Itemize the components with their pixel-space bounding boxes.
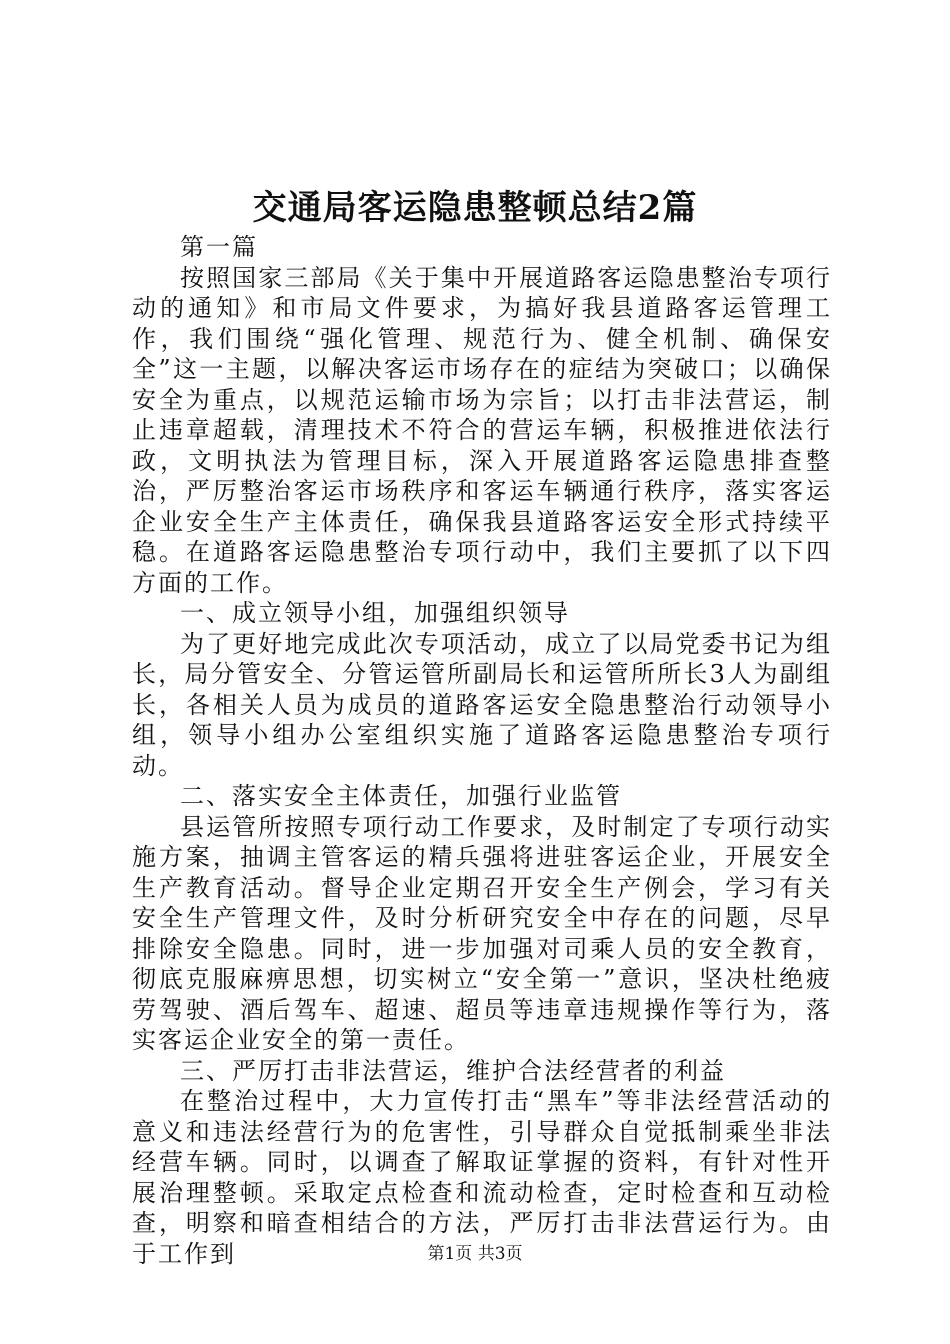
document-title: 交通局客运隐患整顿总结2篇 xyxy=(252,188,698,228)
section-heading: 一、成立领导小组，加强组织领导 xyxy=(180,599,570,627)
page-number-footer: 第1页 共3页 xyxy=(427,1244,523,1264)
body-paragraph: 县运管所按照专项行动工作要求，及时制定了专项行动实施方案，抽调主管客运的精兵强将进驻客运企业，开展安全生产教育活动。督导企业定期召开安全生产例会，学习有关安全生产管理文件，及时分析研究安全中存在的问题，尽早排除安全隐患。同时，进一步加强对司乘人员的安全教育，彻底克服麻痹思想，切实树立“安全第一”意识，坚决杜绝疲劳驾驶、酒后驾车、超速、超员等违章违规操作等行为，落实客运企业安全的第一责任。 xyxy=(132,812,832,1054)
section-heading-first: 第一篇 xyxy=(180,233,258,261)
document-body xyxy=(132,232,832,1269)
section-heading: 二、落实安全主体责任，加强行业监管 xyxy=(180,782,622,810)
body-paragraph: 按照国家三部局《关于集中开展道路客运隐患整治专项行动的通知》和市局文件要求，为搞好我县道路客运管理工作，我们围绕“强化管理、规范行为、健全机制、确保安全”这一主题，以解决客运市场存在的症结为突破口；以确保安全为重点，以规范运输市场为宗旨；以打击非法营运，制止违章超载，清理技术不符合的营运车辆，积极推进依法行政，文明执法为管理目标，深入开展道路客运隐患排查整治，严厉整治客运市场秩序和客运车辆通行秩序，落实客运企业安全生产主体责任，确保我县道路客运安全形式持续平稳。在道路客运隐患整治专项行动中，我们主要抓了以下四方面的工作。 xyxy=(132,263,832,597)
section-heading: 三、严厉打击非法营运，维护合法经营者的利益 xyxy=(180,1056,726,1085)
body-paragraph: 在整治过程中，大力宣传打击“黑车”等非法经营活动的意义和违法经营行为的危害性，引导群众自觉抵制乘坐非法经营车辆。同时，以调查了解取证掌握的资料，有针对性开展治理整顿。采取定点检查和流动检查，定时检查和互动检查，明察和暗查相结合的方法，严厉打击非法营运行为。由于工作到 xyxy=(132,1087,832,1268)
body-paragraph: 为了更好地完成此次专项活动，成立了以局党委书记为组长，局分管安全、分管运管所副局长和运管所所长3人为副组长，各相关人员为成员的道路客运安全隐患整治行动领导小组，领导小组办公室组织实施了道路客运隐患整治专项行动。 xyxy=(132,629,832,780)
